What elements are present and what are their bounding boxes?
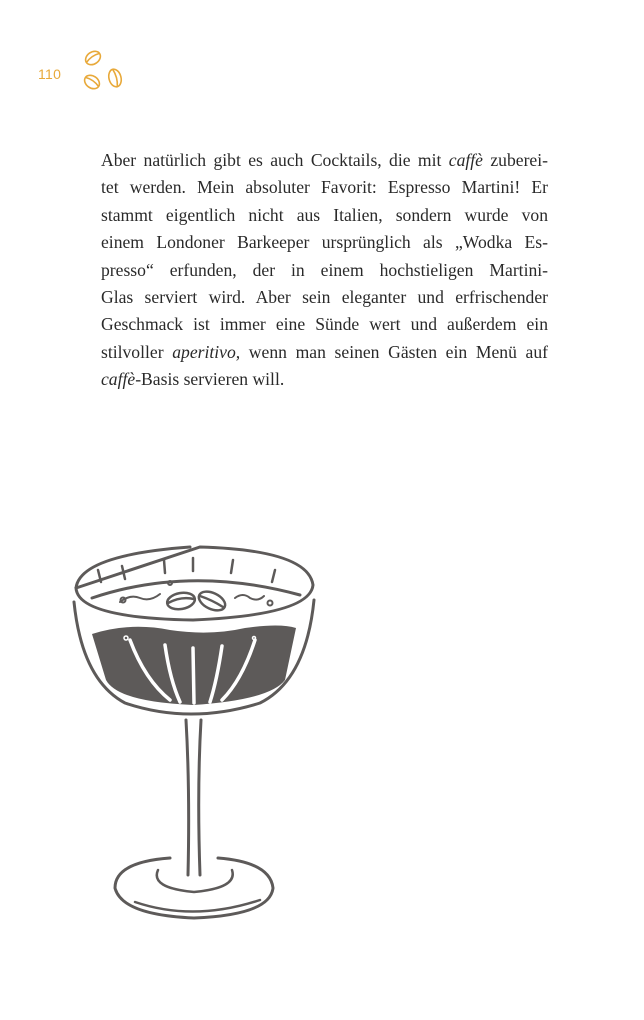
text-segment: stilvoller xyxy=(101,341,173,362)
page-number: 110 xyxy=(38,66,62,82)
text-line xyxy=(101,202,548,229)
text-line xyxy=(101,229,548,256)
italic-term: aperitivo, xyxy=(172,341,241,362)
text-segment: wenn man seinen Gästen ein Menü auf xyxy=(240,341,548,362)
text-line xyxy=(101,284,548,311)
body-paragraph xyxy=(101,147,548,394)
italic-term: caffè xyxy=(448,150,483,170)
text-segment: Geschmack ist immer eine Sünde wert und außerdem ein xyxy=(101,314,548,335)
text-line xyxy=(101,174,548,201)
text-segment: -Basis servieren will. xyxy=(135,369,285,390)
espresso-martini-glass-illustration xyxy=(70,540,320,925)
text-line xyxy=(101,366,548,393)
text-line xyxy=(101,147,548,174)
text-segment: einem Londoner Barkeeper ursprünglich als „Wodka Es- xyxy=(101,232,548,253)
coffee-beans-icon xyxy=(78,46,128,96)
text-line xyxy=(101,257,548,284)
text-segment: tet werden. Mein absoluter Favorit: Espresso Martini! Er xyxy=(101,177,548,198)
text-segment: presso“ erfunden, der in einem hochstieligen Martini- xyxy=(101,259,548,280)
text-line xyxy=(101,311,548,338)
text-line xyxy=(101,339,548,366)
text-segment: Aber natürlich gibt es auch Cocktails, die mit xyxy=(101,150,449,170)
italic-term: caffè xyxy=(101,369,136,390)
text-segment: zuberei- xyxy=(482,150,548,170)
text-segment: stammt eigentlich nicht aus Italien, sondern wurde von xyxy=(101,204,548,225)
text-segment: Glas serviert wird. Aber sein eleganter und erfrischender xyxy=(101,286,548,307)
